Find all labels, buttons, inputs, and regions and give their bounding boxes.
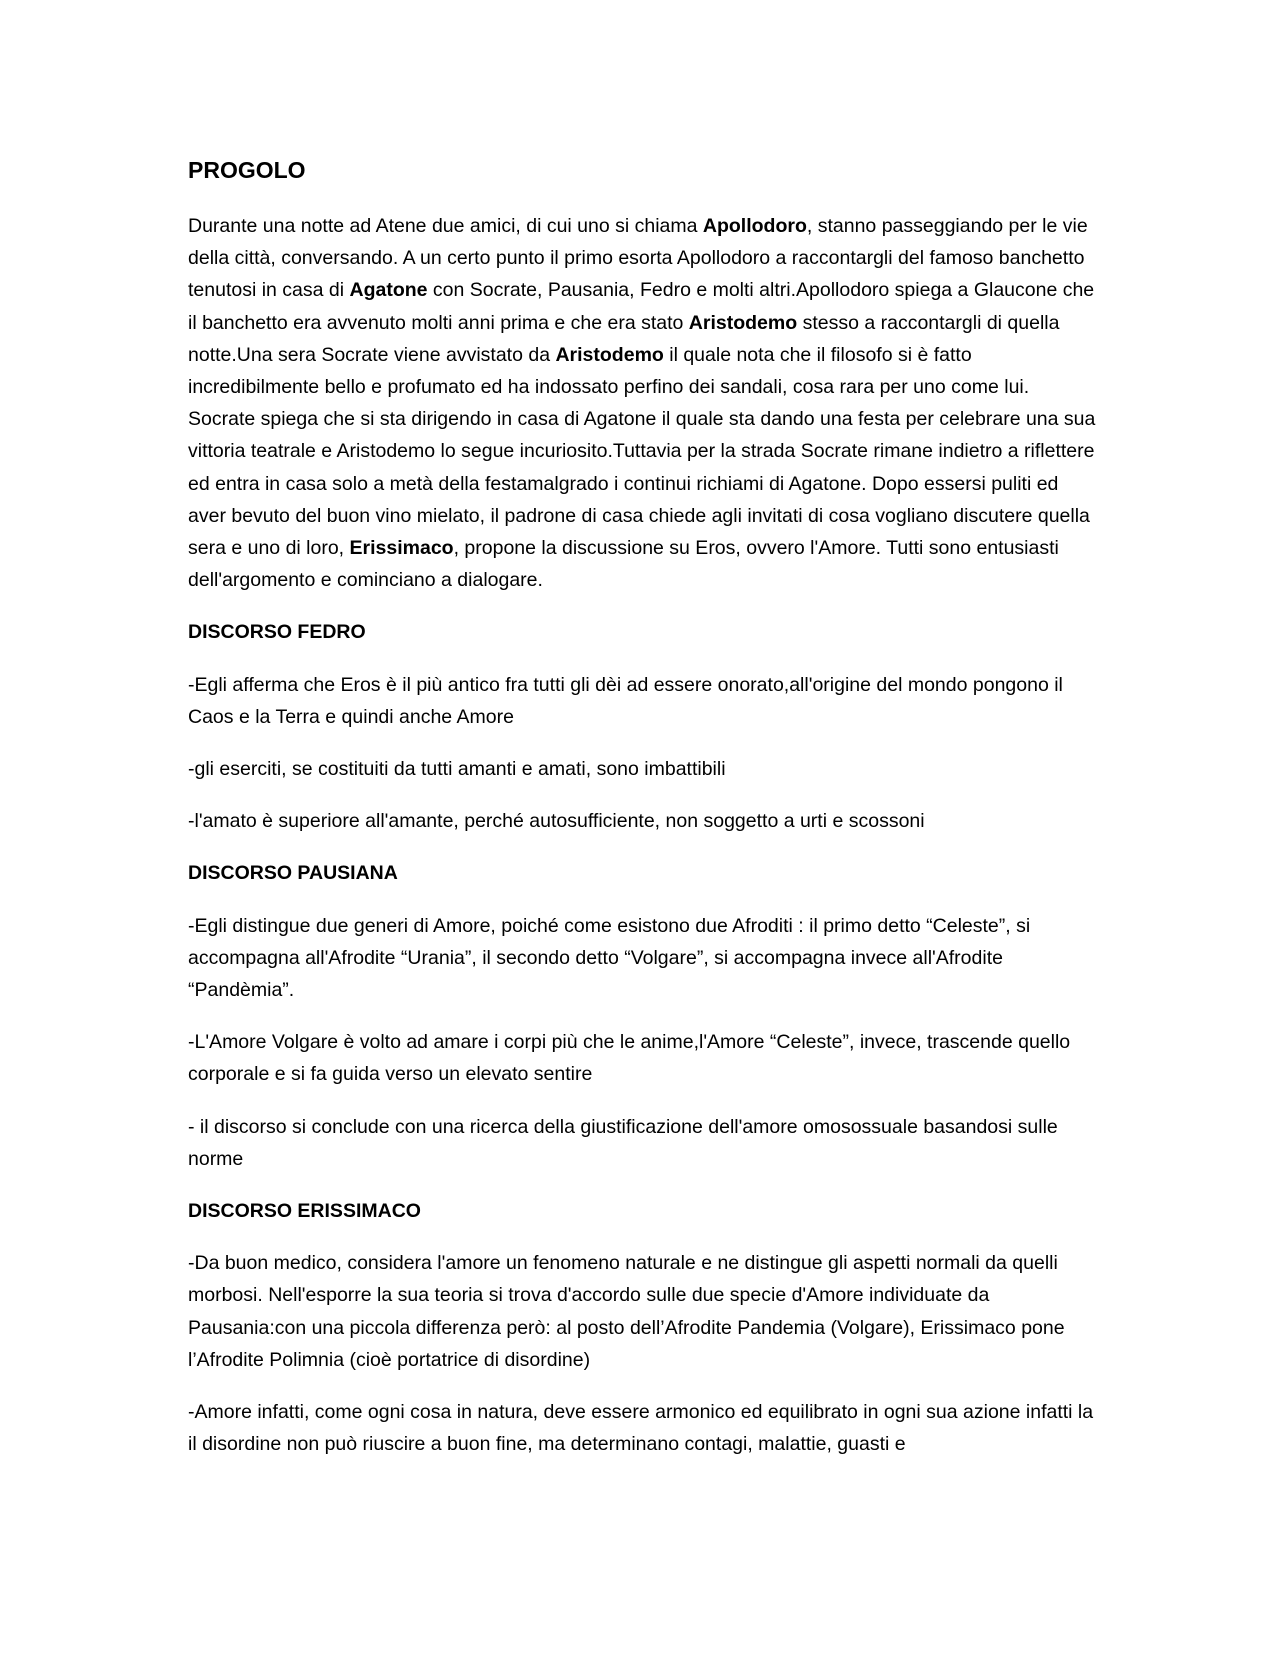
bold-name: Agatone — [349, 279, 428, 302]
bold-name: Aristodemo — [688, 311, 798, 334]
section-paragraph: -Amore infatti, come ogni cosa in natura, deve essere armonico ed equilibrato in ogni sua azione infatti la il disordine non può riuscire a buon fine, ma determinano contagi, malattie, guasti e — [188, 1401, 1094, 1456]
section-paragraph: - il discorso si conclude con una ricerca della giustificazione dell'amore omosossuale basandosi sulle norme — [188, 1115, 1058, 1170]
section-paragraph: -L'Amore Volgare è volto ad amare i corpi più che le anime,l'Amore “Celeste”, invece, trascende quello corporale e si fa guida verso un elevato sentire — [188, 1031, 1071, 1086]
section-paragraph: -Egli distingue due generi di Amore, poiché come esistono due Afroditi : il primo detto “Celeste”, si accompagna all'Afrodite “Urania”, il secondo detto “Volgare”, si accompagna invece all'Afrodite “Pandèmia”. — [188, 914, 1031, 1002]
section-heading: DISCORSO PAUSIANA — [188, 862, 398, 885]
intro-paragraph — [188, 210, 1100, 596]
section-paragraph: -gli eserciti, se costituiti da tutti amanti e amati, sono imbattibili — [188, 758, 726, 781]
intro-text-run: , propone la discussione su Eros, ovvero l'Amore. Tutti sono entusiasti dell'argomento e cominciano a dialogare. — [188, 537, 1059, 592]
intro-text-run: stesso a raccontargli di quella notte.Una sera Socrate viene avvistato da — [188, 311, 1060, 366]
intro-text-run: Durante una notte ad Atene due amici, di cui uno si chiama — [188, 215, 703, 237]
bold-name: Erissimaco — [349, 537, 454, 560]
document-page — [188, 150, 1100, 1481]
section-heading: DISCORSO ERISSIMACO — [188, 1200, 421, 1223]
bold-name: Apollodoro — [702, 215, 807, 237]
section-paragraph: -Da buon medico, considera l'amore un fenomeno naturale e ne distingue gli aspetti normali da quelli morbosi. Nell'esporre la sua teoria si trova d'accordo sulle due specie d'Amore individuate da Pausania:con una piccola differenza però: al posto dell’Afrodite Pandemia (Volgare), Erissimaco pone l’Afrodite Polimnia (cioè portatrice di disordine) — [188, 1252, 1065, 1371]
intro-text-run: con Socrate, Pausania, Fedro e molti altri.Apollodoro spiega a Glaucone che il banchetto era avvenuto molti anni prima e che era stato — [188, 279, 1095, 334]
sections-container — [188, 616, 1100, 1460]
intro-text-run: , stanno passeggiando per le vie della città, conversando. A un certo punto il primo esorta Apollodoro a raccontargli del famoso banchetto tenutosi in casa di — [188, 215, 1088, 302]
bold-name: Aristodemo — [555, 343, 664, 366]
intro-text-run: il quale nota che il filosofo si è fatto incredibilmente bello e profumato ed ha indossato perfino dei sandali, cosa rara per uno come lui. Socrate spiega che si sta dirigendo in casa di Agatone il quale sta dando una festa per celebrare una sua vittoria teatrale e Aristodemo lo segue incuriosito.Tuttavia per la strada Socrate rimane indietro a riflettere ed entra in casa solo a metà della festamalgrado i continui richiami di Agatone. Dopo essersi puliti ed aver bevuto del buon vino mielato, il padrone di casa chiede agli invitati di cosa vogliano discutere quella sera e uno di loro, — [188, 343, 1096, 560]
section-paragraph: -Egli afferma che Eros è il più antico fra tutti gli dèi ad essere onorato,all'origine del mondo pongono il Caos e la Terra e quindi anche Amore — [188, 673, 1063, 728]
document-title: PROGOLO — [188, 157, 306, 183]
section-paragraph: -l'amato è superiore all'amante, perché autosufficiente, non soggetto a urti e scossoni — [188, 810, 925, 833]
section-heading: DISCORSO FEDRO — [188, 621, 366, 644]
